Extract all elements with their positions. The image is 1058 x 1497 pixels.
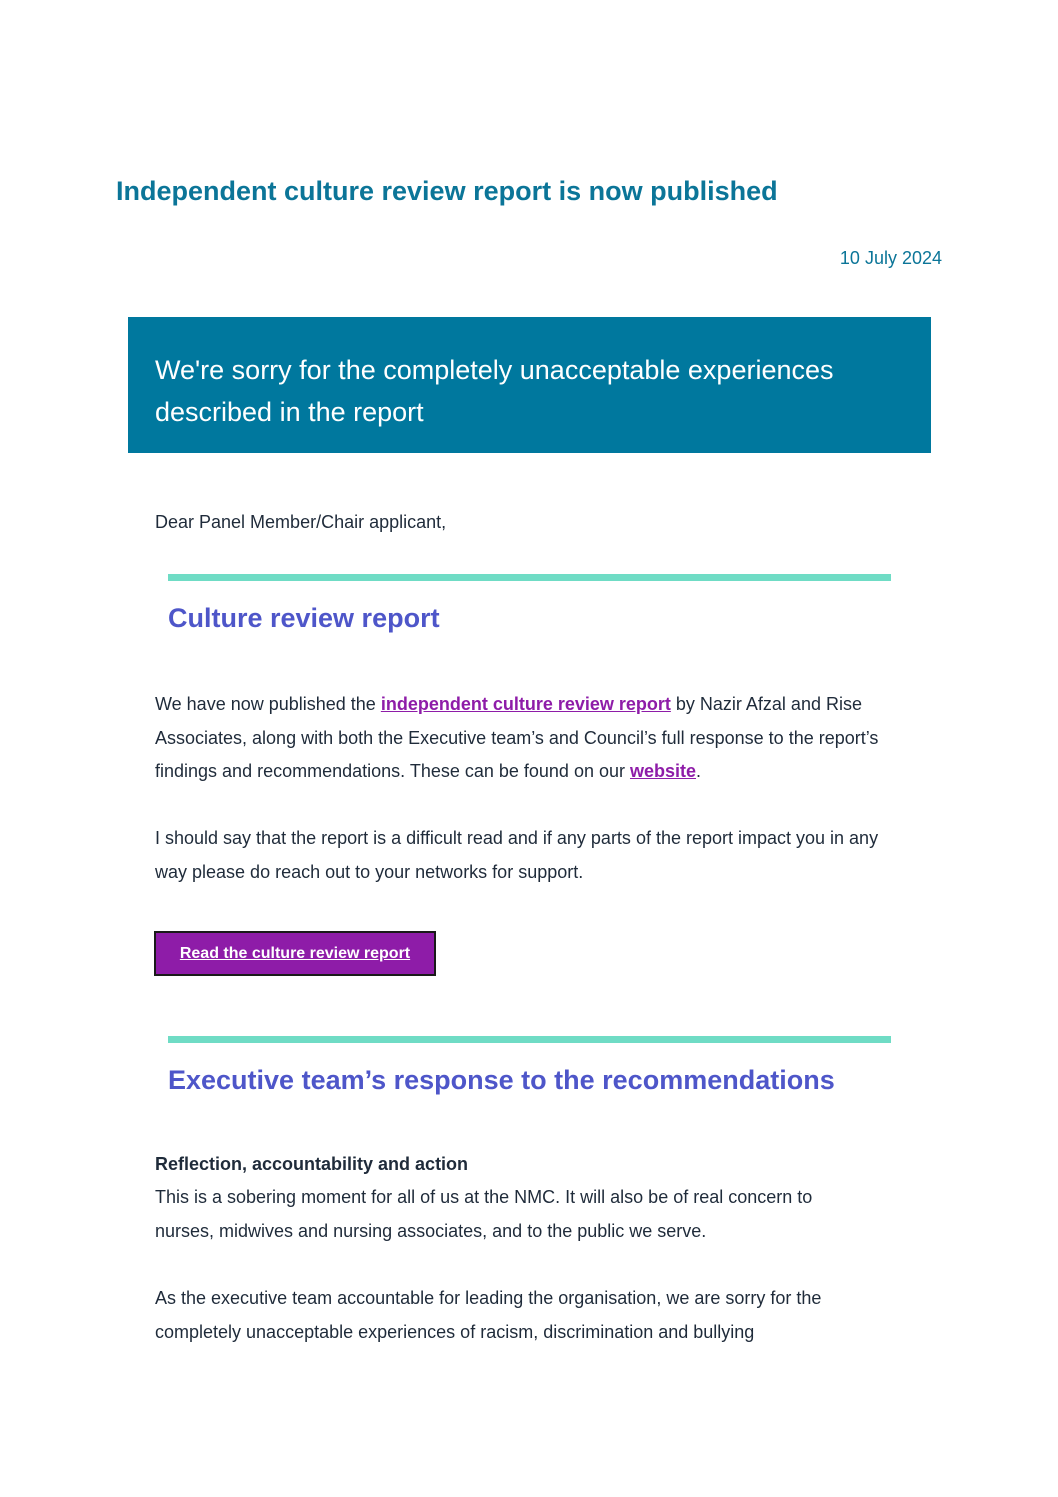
paragraph-text: We have now published the — [155, 694, 381, 714]
section-divider — [168, 1036, 891, 1043]
publish-date: 10 July 2024 — [839, 248, 942, 268]
paragraph-text: . — [696, 761, 702, 781]
section-divider — [168, 574, 891, 581]
subheading-reflection: Reflection, accountability and action — [155, 1154, 469, 1174]
greeting: Dear Panel Member/Chair applicant, — [155, 512, 447, 532]
culture-review-paragraph — [155, 688, 895, 789]
apology-banner — [128, 317, 931, 453]
website-link[interactable]: website — [629, 761, 697, 781]
culture-review-report-link[interactable]: independent culture review report — [380, 694, 671, 714]
read-report-button[interactable]: Read the culture review report — [154, 931, 436, 976]
apology-paragraph: As the executive team accountable for leading the organisation, we are sorry for the completely unacceptable experiences of racism, discrimination and bullying — [155, 1288, 822, 1342]
section-heading-culture-review: Culture review report — [168, 603, 440, 633]
section-heading-executive-response: Executive team’s response to the recommendations — [168, 1065, 835, 1095]
support-paragraph: I should say that the report is a difficult read and if any parts of the report impact you in any way please do reach out to your networks for support. — [155, 828, 879, 882]
sobering-paragraph: This is a sobering moment for all of us at the NMC. It will also be of real concern to nurses, midwives and nursing associates, and to the public we serve. — [155, 1187, 813, 1241]
banner-text: We're sorry for the completely unacceptable experiences described in the report — [155, 355, 834, 427]
page-title: Independent culture review report is now published — [116, 176, 778, 206]
paragraph-text: by Nazir Afzal and Rise Associates, along with both the Executive team’s and Council’s full response to the report’s findings and recommendations. These can be found on our — [155, 694, 879, 781]
